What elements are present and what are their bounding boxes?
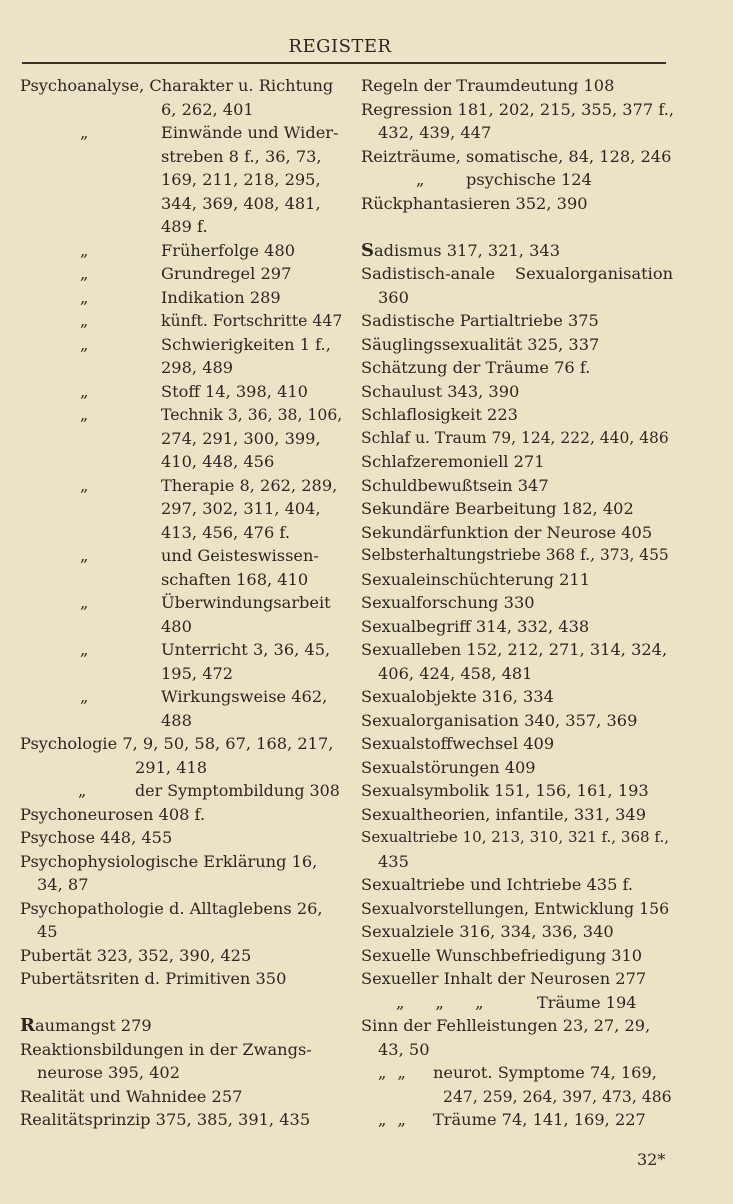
index-entry-heading bbox=[20, 121, 342, 145]
index-entry-heading bbox=[20, 380, 342, 404]
index-entry bbox=[20, 1108, 342, 1132]
index-entry-heading bbox=[361, 944, 673, 968]
ditto-mark: „ „ bbox=[378, 1063, 406, 1082]
index-entry-text: Sexuelle Wunschbefriedigung 310 bbox=[361, 945, 643, 965]
index-entry bbox=[20, 333, 342, 380]
index-entry bbox=[361, 380, 673, 404]
index-entry-text: Sexualleben 152, 212, 271, 314, 324, bbox=[361, 640, 668, 659]
index-entry bbox=[20, 638, 342, 685]
index-entry-heading bbox=[20, 309, 342, 333]
index-entry-heading bbox=[361, 356, 673, 380]
index-entry bbox=[361, 615, 673, 639]
index-entry-continuation: 274, 291, 300, 399, bbox=[161, 428, 321, 448]
index-entry-heading bbox=[361, 168, 673, 192]
index-entry bbox=[20, 309, 342, 333]
index-entry-text: Grundregel 297 bbox=[161, 264, 292, 283]
index-entry-heading bbox=[361, 826, 673, 850]
index-entry-text: neurot. Symptome 74, 169, bbox=[433, 1063, 657, 1082]
index-entry-text: der Symptombildung 308 bbox=[135, 781, 340, 800]
index-entry-heading bbox=[20, 638, 342, 662]
index-entry-heading bbox=[361, 779, 673, 803]
index-entry-text: Träume 194 bbox=[537, 992, 637, 1012]
index-entry-continuation: 195, 472 bbox=[161, 663, 234, 683]
index-entry-heading bbox=[20, 239, 342, 263]
index-entry-text: Früherfolge 480 bbox=[161, 240, 296, 260]
index-entry-heading bbox=[20, 1014, 342, 1038]
index-entry-text: Indikation 289 bbox=[161, 287, 281, 307]
index-entry bbox=[20, 380, 342, 404]
index-entry bbox=[20, 803, 342, 827]
index-entry-text: Psychoanalyse, Charakter u. Richtung bbox=[20, 76, 334, 95]
index-entry-heading bbox=[20, 826, 342, 850]
index-entry bbox=[361, 497, 673, 521]
index-entry-heading bbox=[361, 615, 673, 639]
index-entry-continuation: 34, 87 bbox=[37, 875, 89, 894]
index-entry-text: aumangst 279 bbox=[34, 1016, 152, 1035]
index-entry-text: Realität und Wahnidee 257 bbox=[20, 1086, 243, 1106]
index-entry-heading bbox=[361, 873, 673, 897]
index-entry bbox=[361, 521, 673, 545]
index-entry bbox=[361, 967, 673, 991]
section-initial: R bbox=[20, 1015, 35, 1036]
index-entry-text: Sexualstoffwechsel 409 bbox=[361, 734, 555, 753]
index-entry-text: Wirkungsweise 462, bbox=[161, 687, 328, 706]
index-entry-text: Sexualstörungen 409 bbox=[361, 757, 536, 777]
index-entry-text: Regression 181, 202, 215, 355, 377 f., bbox=[361, 99, 675, 119]
index-entry-continuation: 489 f. bbox=[161, 217, 208, 236]
index-entry-text: Einwände und Wider- bbox=[161, 123, 339, 142]
index-entry bbox=[361, 168, 673, 192]
index-entry-heading bbox=[361, 897, 673, 921]
index-entry-heading bbox=[20, 1108, 342, 1132]
index-entry-text: Schwierigkeiten 1 f., bbox=[161, 334, 331, 354]
index-entry-text: Säuglingssexualität 325, 337 bbox=[361, 334, 600, 354]
index-entry-text: Reaktionsbildungen in der Zwangs- bbox=[20, 1039, 312, 1059]
index-entry-heading bbox=[361, 380, 673, 404]
index-entry-heading bbox=[361, 427, 673, 451]
index-entry-continuation: neurose 395, 402 bbox=[37, 1063, 181, 1082]
index-entry bbox=[20, 1038, 342, 1085]
index-entry-text: Therapie 8, 262, 289, bbox=[161, 475, 338, 495]
index-entry-heading bbox=[361, 568, 673, 592]
ditto-mark: „ bbox=[80, 475, 89, 495]
index-entry-text: Sekundärfunktion der Neurose 405 bbox=[361, 522, 653, 542]
index-entry-heading bbox=[361, 732, 673, 756]
index-entry-text: Sexualziele 316, 334, 336, 340 bbox=[361, 922, 614, 941]
index-entry bbox=[361, 756, 673, 780]
index-entry-text: Sexualforschung 330 bbox=[361, 593, 535, 612]
index-entry bbox=[361, 920, 673, 944]
ditto-mark: „ bbox=[80, 640, 89, 659]
index-entry bbox=[20, 826, 342, 850]
index-entry-heading bbox=[20, 403, 342, 427]
index-entry-continuation: 360 bbox=[378, 287, 409, 307]
index-entry-text: Realitätsprinzip 375, 385, 391, 435 bbox=[20, 1110, 311, 1129]
index-entry-heading bbox=[20, 685, 342, 709]
index-entry-text: Psychose 448, 455 bbox=[20, 828, 173, 847]
index-entry bbox=[361, 591, 673, 615]
index-entry-text: Schlaf u. Traum 79, 124, 222, 440, 486 bbox=[361, 428, 669, 447]
index-entry-heading bbox=[20, 803, 342, 827]
index-entry-text: Psychophysiologische Erklärung 16, bbox=[20, 851, 318, 871]
index-entry-heading bbox=[361, 803, 673, 827]
index-entry bbox=[361, 544, 673, 568]
index-entry-heading bbox=[20, 967, 342, 991]
index-entry-heading bbox=[20, 944, 342, 968]
index-entry-continuation: 45 bbox=[37, 922, 58, 941]
index-entry bbox=[361, 474, 673, 498]
index-entry-continuation: 410, 448, 456 bbox=[161, 452, 275, 471]
index-entry bbox=[361, 74, 673, 98]
index-entry-heading bbox=[361, 685, 673, 709]
ditto-mark: „ bbox=[80, 264, 89, 283]
index-entry-text: Sexualtriebe und Ichtriebe 435 f. bbox=[361, 875, 634, 894]
index-entry-text: Stoff 14, 398, 410 bbox=[161, 381, 308, 401]
page-number: 32* bbox=[637, 1150, 666, 1169]
index-entry-heading bbox=[361, 98, 673, 122]
index-entry-heading bbox=[361, 967, 673, 991]
index-entry-text: Sexueller Inhalt der Neurosen 277 bbox=[361, 969, 647, 988]
index-entry-heading bbox=[20, 74, 342, 98]
index-entry bbox=[361, 309, 673, 333]
index-entry bbox=[361, 450, 673, 474]
index-entry bbox=[361, 1108, 673, 1132]
index-entry bbox=[361, 98, 673, 145]
index-entry bbox=[20, 1014, 342, 1038]
index-entry-text: Pubertätsriten d. Primitiven 350 bbox=[20, 969, 287, 988]
index-entry-continuation: 488 bbox=[161, 710, 192, 730]
index-entry-heading bbox=[361, 920, 673, 944]
index-entry bbox=[361, 709, 673, 733]
index-entry-text: adismus 317, 321, 343 bbox=[374, 240, 560, 260]
ditto-mark: „ „ bbox=[378, 1110, 406, 1129]
index-entry bbox=[20, 591, 342, 638]
index-entry-heading bbox=[361, 1061, 673, 1085]
index-entry bbox=[361, 192, 673, 216]
index-entry-text: Sadistisch-anale Sexualorganisation bbox=[361, 264, 673, 283]
index-entry-heading bbox=[20, 1038, 342, 1062]
index-entry-continuation: 480 bbox=[161, 616, 192, 636]
ditto-mark: „ bbox=[78, 781, 87, 800]
index-entry-continuation: 432, 439, 447 bbox=[378, 123, 492, 142]
index-entry-heading bbox=[20, 850, 342, 874]
index-entry bbox=[20, 544, 342, 591]
index-entry-text: Selbsterhaltungstriebe 368 f., 373, 455 bbox=[361, 546, 669, 564]
index-entry-text: Sekundäre Bearbeitung 182, 402 bbox=[361, 499, 634, 518]
index-entry-text: Sexualtheorien, infantile, 331, 349 bbox=[361, 804, 647, 824]
index-entry bbox=[20, 262, 342, 286]
index-entry-continuation: 291, 418 bbox=[135, 757, 208, 777]
index-entry-continuation: 298, 489 bbox=[161, 358, 234, 377]
index-entry-text: Psychoneurosen 408 f. bbox=[20, 804, 206, 824]
index-entry bbox=[361, 568, 673, 592]
ditto-mark: „ bbox=[80, 240, 89, 260]
index-entry-heading bbox=[361, 403, 673, 427]
ditto-mark: „ bbox=[80, 546, 89, 565]
index-entry bbox=[20, 897, 342, 944]
header-rule bbox=[22, 62, 666, 64]
index-entry bbox=[361, 262, 673, 309]
ditto-mark: „ bbox=[80, 381, 89, 401]
index-entry bbox=[20, 403, 342, 474]
index-entry-heading bbox=[20, 1085, 342, 1109]
index-entry-continuation: 406, 424, 458, 481 bbox=[378, 663, 533, 683]
index-entry-text: Sexualeinschüchterung 211 bbox=[361, 569, 591, 589]
index-entry-heading bbox=[20, 732, 342, 756]
index-entry bbox=[20, 967, 342, 991]
index-entry-heading bbox=[361, 1014, 673, 1038]
index-entry bbox=[361, 1061, 673, 1108]
index-entry-heading bbox=[361, 262, 673, 286]
index-entry-text: Sadistische Partialtriebe 375 bbox=[361, 311, 599, 330]
index-entry-text: Schuldbewußtsein 347 bbox=[361, 475, 549, 495]
index-entry-text: Schlaflosigkeit 223 bbox=[361, 405, 518, 424]
index-entry-text: Pubertät 323, 352, 390, 425 bbox=[20, 945, 252, 965]
index-entry-heading bbox=[361, 638, 673, 662]
index-entry-heading bbox=[361, 591, 673, 615]
index-entry-text: Überwindungsarbeit bbox=[161, 593, 331, 612]
index-entry-text: Regeln der Traumdeutung 108 bbox=[361, 76, 615, 95]
index-entry bbox=[361, 427, 673, 451]
section-initial: S bbox=[361, 239, 374, 261]
index-entry-continuation: 169, 211, 218, 295, bbox=[161, 170, 321, 189]
index-entry-heading bbox=[20, 474, 342, 498]
index-entry-heading bbox=[20, 544, 342, 568]
index-entry-heading bbox=[20, 779, 342, 803]
index-entry-heading bbox=[361, 333, 673, 357]
index-entry-heading bbox=[361, 450, 673, 474]
index-entry-heading bbox=[361, 1108, 673, 1132]
index-entry-heading bbox=[20, 262, 342, 286]
index-entry bbox=[20, 685, 342, 732]
index-entry bbox=[20, 286, 342, 310]
index-entry-continuation: 413, 456, 476 f. bbox=[161, 522, 290, 542]
index-entry-heading bbox=[20, 897, 342, 921]
page-header: REGISTER bbox=[288, 36, 392, 57]
index-entry bbox=[361, 803, 673, 827]
index-entry-heading bbox=[20, 591, 342, 615]
ditto-mark: „ „ „ bbox=[396, 992, 484, 1012]
index-entry bbox=[361, 403, 673, 427]
index-entry-continuation: 344, 369, 408, 481, bbox=[161, 193, 321, 213]
index-entry-continuation: 435 bbox=[378, 851, 409, 871]
index-entry-heading bbox=[361, 544, 673, 568]
index-entry bbox=[361, 333, 673, 357]
index-entry bbox=[361, 145, 673, 169]
index-entry-text: und Geisteswissen- bbox=[161, 546, 319, 565]
index-entry-continuation: streben 8 f., 36, 73, bbox=[161, 146, 322, 166]
index-column-left bbox=[20, 74, 342, 1132]
index-entry-text: Träume 74, 141, 169, 227 bbox=[433, 1110, 646, 1129]
index-entry-heading bbox=[361, 521, 673, 545]
index-entry bbox=[361, 873, 673, 897]
index-entry-text: Reizträume, somatische, 84, 128, 246 bbox=[361, 146, 672, 166]
index-entry bbox=[361, 897, 673, 921]
ditto-mark: „ bbox=[80, 123, 89, 142]
index-column-right bbox=[361, 74, 673, 1132]
index-entry bbox=[361, 685, 673, 709]
index-entry bbox=[20, 474, 342, 545]
index-entry bbox=[20, 850, 342, 897]
index-entry-heading bbox=[361, 309, 673, 333]
index-entry-text: Sinn der Fehlleistungen 23, 27, 29, bbox=[361, 1016, 651, 1035]
ditto-mark: „ bbox=[80, 405, 89, 424]
index-entry-heading bbox=[20, 333, 342, 357]
ditto-mark: „ bbox=[416, 170, 425, 189]
index-entry-text: Rückphantasieren 352, 390 bbox=[361, 193, 588, 213]
index-entry bbox=[361, 991, 673, 1015]
index-entry-heading bbox=[361, 74, 673, 98]
index-entry-continuation: 6, 262, 401 bbox=[161, 99, 254, 119]
index-entry bbox=[361, 732, 673, 756]
ditto-mark: „ bbox=[80, 593, 89, 612]
index-entry-text: Psychopathologie d. Alltaglebens 26, bbox=[20, 898, 323, 918]
index-entry bbox=[361, 779, 673, 803]
section-spacer bbox=[361, 215, 673, 239]
index-entry-text: Unterricht 3, 36, 45, bbox=[161, 640, 331, 659]
ditto-mark: „ bbox=[80, 311, 89, 330]
index-entry-text: Schlafzeremoniell 271 bbox=[361, 452, 545, 471]
index-entry-text: Sexualorganisation 340, 357, 369 bbox=[361, 710, 638, 730]
index-entry-text: Technik 3, 36, 38, 106, bbox=[161, 405, 343, 424]
index-entry bbox=[20, 74, 342, 121]
index-entry-text: Sexualsymbolik 151, 156, 161, 193 bbox=[361, 781, 649, 800]
index-entry-heading bbox=[20, 286, 342, 310]
index-entry-text: Schaulust 343, 390 bbox=[361, 381, 520, 401]
index-entry-continuation: 247, 259, 264, 397, 473, 486 bbox=[443, 1086, 672, 1106]
index-entry-text: Sexualbegriff 314, 332, 438 bbox=[361, 616, 590, 636]
ditto-mark: „ bbox=[80, 287, 89, 307]
index-entry bbox=[361, 356, 673, 380]
index-entry bbox=[361, 638, 673, 685]
index-entry-text: künft. Fortschritte 447 bbox=[161, 311, 343, 330]
index-entry-text: Schätzung der Träume 76 f. bbox=[361, 358, 591, 377]
section-spacer bbox=[20, 991, 342, 1015]
index-entry bbox=[361, 239, 673, 263]
index-entry bbox=[20, 944, 342, 968]
index-entry bbox=[20, 779, 342, 803]
index-entry-heading bbox=[361, 756, 673, 780]
index-entry-heading bbox=[361, 192, 673, 216]
index-entry-continuation: 43, 50 bbox=[378, 1039, 430, 1059]
index-entry-heading bbox=[361, 474, 673, 498]
index-entry-continuation: schaften 168, 410 bbox=[161, 569, 309, 589]
index-entry bbox=[361, 944, 673, 968]
index-entry-text: Sexualtriebe 10, 213, 310, 321 f., 368 f., bbox=[361, 828, 670, 846]
ditto-mark: „ bbox=[80, 334, 89, 354]
index-entry bbox=[20, 239, 342, 263]
index-entry-text: Sexualvorstellungen, Entwicklung 156 bbox=[361, 898, 670, 918]
index-entry bbox=[20, 732, 342, 779]
index-entry-text: psychische 124 bbox=[466, 170, 592, 189]
index-entry bbox=[20, 1085, 342, 1109]
index-entry-heading bbox=[361, 991, 673, 1015]
index-entry-heading bbox=[361, 239, 673, 263]
ditto-mark: „ bbox=[80, 687, 89, 706]
index-entry bbox=[20, 121, 342, 239]
index-entry-text: Sexualobjekte 316, 334 bbox=[361, 687, 554, 706]
index-entry-heading bbox=[361, 145, 673, 169]
index-entry-heading bbox=[361, 497, 673, 521]
index-entry-heading bbox=[361, 709, 673, 733]
index-entry bbox=[361, 1014, 673, 1061]
index-entry-text: Psychologie 7, 9, 50, 58, 67, 168, 217, bbox=[20, 734, 334, 753]
index-entry-continuation: 297, 302, 311, 404, bbox=[161, 499, 321, 518]
index-entry bbox=[361, 826, 673, 873]
